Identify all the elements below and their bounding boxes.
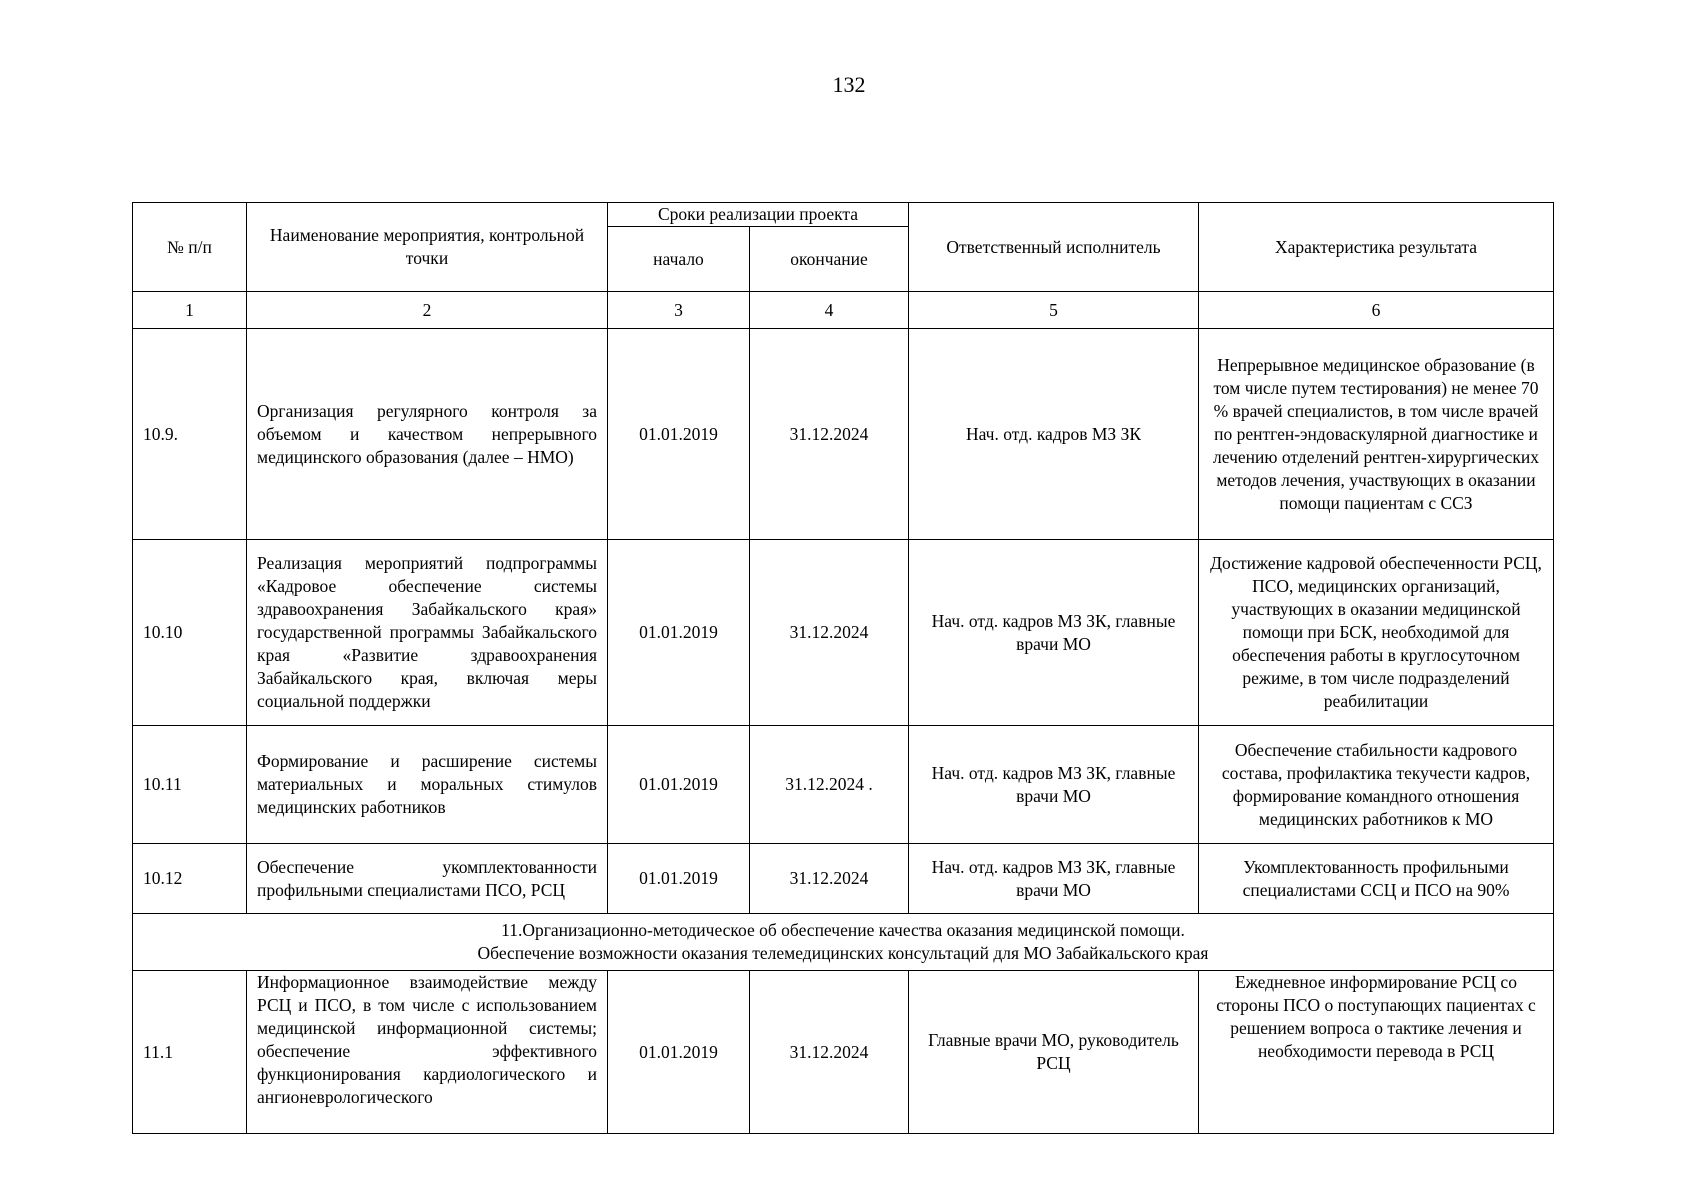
section-heading [133, 914, 1554, 971]
table-row [133, 540, 1554, 726]
header-period: Сроки реализации проекта [608, 203, 909, 227]
section-heading-line-1: 11.Организационно-методическое об обеспечение качества оказания медицинской помощи. [501, 920, 1185, 940]
end-date: 31.12.2024 [750, 329, 909, 540]
header-responsible: Ответственный исполнитель [909, 203, 1199, 292]
activity-name [247, 971, 608, 1134]
activity-name: Обеспечение укомплектованности профильными специалистами ПСО, РСЦ [247, 844, 608, 914]
column-number: 5 [909, 292, 1199, 329]
end-date: 31.12.2024 [750, 844, 909, 914]
responsible: Нач. отд. кадров МЗ ЗК [909, 329, 1199, 540]
start-date: 01.01.2019 [608, 844, 750, 914]
end-date: 31.12.2024 [750, 971, 909, 1134]
end-date: 31.12.2024 . [750, 726, 909, 844]
row-number: 10.9. [133, 329, 247, 540]
activity-plan-table [132, 202, 1554, 1134]
table-row [133, 971, 1554, 1134]
result-description: Ежедневное информирование РСЦ со стороны ПСО о поступающих пациентах с решением вопроса о тактике лечения и необходимости перевода в РСЦ [1199, 971, 1554, 1134]
responsible: Нач. отд. кадров МЗ ЗК, главные врачи МО [909, 844, 1199, 914]
responsible: Нач. отд. кадров МЗ ЗК, главные врачи МО [909, 540, 1199, 726]
row-number: 11.1 [133, 971, 247, 1134]
activity-name-text: Реализация мероприятий подпрограммы «Кадровое обеспечение системы здравоохранения Забайкальского края» государственной программы Забайкальского края «Развитие здравоохранения Забайкальского края, включая меры социальной поддержки [257, 553, 597, 711]
page-number: 132 [832, 72, 866, 97]
start-date: 01.01.2019 [608, 726, 750, 844]
row-number: 10.11 [133, 726, 247, 844]
header-num: № п/п [133, 203, 247, 292]
end-date: 31.12.2024 [750, 540, 909, 726]
section-heading-row [133, 914, 1554, 971]
activity-name: Организация регулярного контроля за объемом и качеством непрерывного медицинского образования (далее – НМО) [247, 329, 608, 540]
table-row [133, 726, 1554, 844]
activity-name: Формирование и расширение системы материальных и моральных стимулов медицинских работников [247, 726, 608, 844]
header-end: окончание [750, 227, 909, 292]
table-row [133, 844, 1554, 914]
activity-name-text: Информационное взаимодействие между РСЦ и ПСО, в том числе с использованием медицинской информационной системы; обеспечение эффективного функционирования кардиологического и ангионеврологического [257, 972, 597, 1107]
responsible: Главные врачи МО, руководитель РСЦ [909, 971, 1199, 1134]
row-number: 10.10 [133, 540, 247, 726]
section-heading-line-2: Обеспечение возможности оказания телемедицинских консультаций для МО Забайкальского края [477, 943, 1209, 963]
column-number: 1 [133, 292, 247, 329]
row-number: 10.12 [133, 844, 247, 914]
result-description: Достижение кадровой обеспеченности РСЦ, ПСО, медицинских организаций, участвующих в оказании медицинской помощи при БСК, необходимой для обеспечения работы в круглосуточном режиме, в том числе подразделений реабилитации [1199, 540, 1554, 726]
result-description: Укомплектованность профильными специалистами ССЦ и ПСО на 90% [1199, 844, 1554, 914]
result-description: Непрерывное медицинское образование (в том числе путем тестирования) не менее 70 % врачей специалистов, в том числе врачей по рентген-эндоваскулярной диагностике и лечению отделений рентген-хирургических методов лечения, участвующих в оказании помощи пациентам с ССЗ [1199, 329, 1554, 540]
header-row-1 [133, 203, 1554, 227]
start-date: 01.01.2019 [608, 540, 750, 726]
result-description: Обеспечение стабильности кадрового состава, профилактика текучести кадров, формирование командного отношения медицинских работников к МО [1199, 726, 1554, 844]
column-number: 2 [247, 292, 608, 329]
header-result: Характеристика результата [1199, 203, 1554, 292]
table-row [133, 329, 1554, 540]
header-name: Наименование мероприятия, контрольной точки [247, 203, 608, 292]
responsible: Нач. отд. кадров МЗ ЗК, главные врачи МО [909, 726, 1199, 844]
column-number: 3 [608, 292, 750, 329]
column-numbers-row [133, 292, 1554, 329]
activity-name [247, 540, 608, 726]
column-number: 6 [1199, 292, 1554, 329]
header-start: начало [608, 227, 750, 292]
start-date: 01.01.2019 [608, 329, 750, 540]
start-date: 01.01.2019 [608, 971, 750, 1134]
column-number: 4 [750, 292, 909, 329]
